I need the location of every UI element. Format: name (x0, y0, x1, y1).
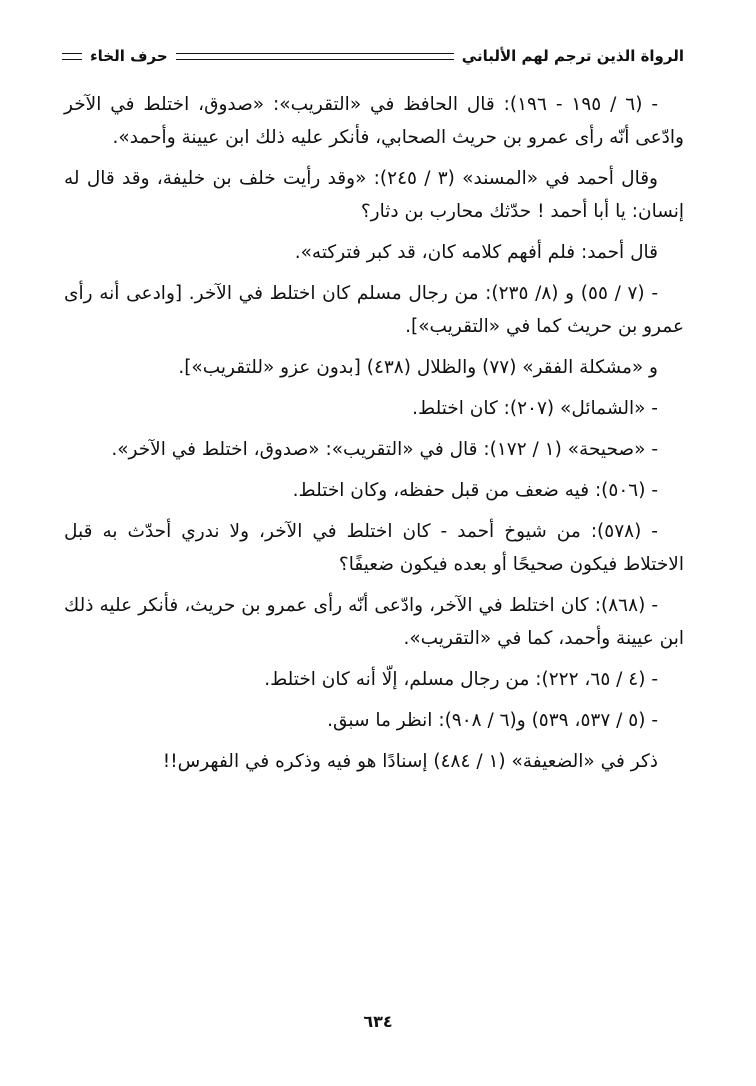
paragraph: قال أحمد: فلم أفهم كلامه كان، قد كبر فتركته». (294, 242, 658, 263)
header-rule-end (62, 53, 82, 60)
paragraph: - (٥٠٦): فيه ضعف من قبل حفظه، وكان اختلط. (292, 480, 658, 501)
paragraph: - (٥٧٨): من شيوخ أحمد - كان اختلط في الآخر، ولا ندري أحدّث به قبل الاختلاط فيكون صحيحًا أو بعده فيكون ضعيفًا؟ (64, 521, 684, 575)
paragraph: - (٨٦٨): كان اختلط في الآخر، وادّعى أنّه رأى عمرو بن حريث، فأنكر عليه ذلك ابن عيينة وأحمد، كما في «التقريب». (64, 595, 684, 649)
paragraph: وقال أحمد في «المسند» (٣ / ٢٤٥): «وقد رأيت خلف بن خليفة، وقد قال له إنسان: يا أبا أحمد ! حدّثك محارب بن دثار؟ (64, 168, 684, 222)
paragraph: - (٧ / ٥٥) و (٨/ ٢٣٥): من رجال مسلم كان اختلط في الآخر. [وادعى أنه رأى عمرو بن حريث كما في «التقريب»]. (64, 283, 684, 337)
page-number: ٦٣٤ (363, 1012, 393, 1031)
running-header (62, 40, 684, 72)
paragraph: - «صحيحة» (١ / ١٧٢): قال في «التقريب»: «صدوق، اختلط في الآخر». (111, 439, 658, 460)
paragraph: - (٤ / ٦٥، ٢٢٢): من رجال مسلم، إلّا أنه كان اختلط. (264, 669, 658, 690)
body-text (64, 88, 684, 786)
paragraph: - (٥ / ٥٣٧، ٥٣٩) و(٦ / ٩٠٨): انظر ما سبق. (327, 710, 658, 731)
book-title: الرواة الذين ترجم لهم الألباني (461, 47, 684, 65)
paragraph: - «الشمائل» (٢٠٧): كان اختلط. (412, 398, 658, 419)
header-rule (176, 53, 454, 60)
paragraph: و «مشكلة الفقر» (٧٧) والظلال (٤٣٨) [بدون عزو «للتقريب»]. (178, 357, 658, 378)
chapter-title: حرف الخاء (90, 47, 168, 65)
paragraph: ذكر في «الضعيفة» (١ / ٤٨٤) إسنادًا هو فيه وذكره في الفهرس!! (162, 751, 658, 772)
paragraph: - (٦ / ١٩٥ - ١٩٦): قال الحافظ في «التقريب»: «صدوق، اختلط في الآخر وادّعى أنّه رأى عمرو بن حريث الصحابي، فأنكر عليه ذلك ابن عيينة وأحمد». (64, 94, 684, 148)
